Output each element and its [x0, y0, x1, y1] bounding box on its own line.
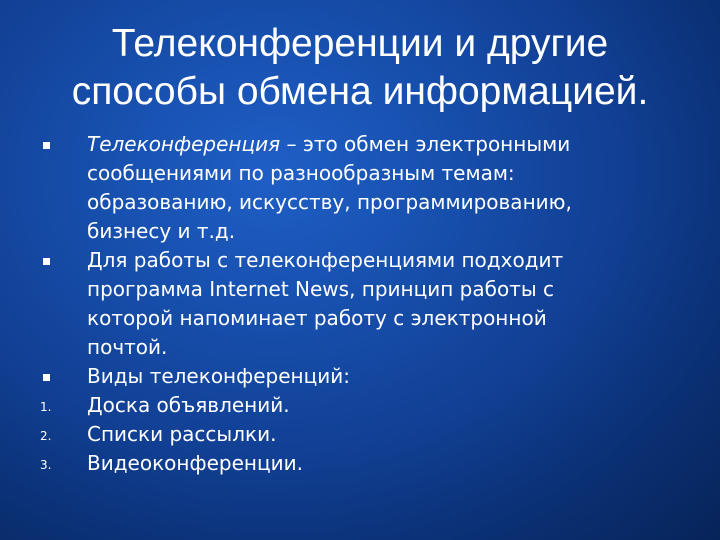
numbered-item-1 [0, 391, 667, 420]
definition-line-1: – это обмен электронными [280, 132, 571, 156]
bullet-item-types-heading [0, 362, 667, 391]
square-bullet-icon [40, 130, 70, 159]
term-teleconference: Телеконференция [87, 132, 281, 156]
square-bullet-icon [40, 362, 70, 391]
internet-news-line-4: почтой. [87, 335, 168, 359]
definition-line-4: бизнесу и т.д. [87, 219, 236, 243]
internet-news-line-1: Для работы с телеконференциями подходит [87, 248, 564, 272]
internet-news-line-3: которой напоминает работу с электронной [87, 306, 547, 330]
numbered-item-2-text: Списки рассылки. [87, 422, 277, 446]
number-marker-2: 2. [40, 429, 52, 443]
internet-news-line-2: программа Internet News, принцип работы с [87, 277, 554, 301]
title-line-1: Телеконференции и другие [111, 22, 609, 65]
title-line-2: способы обмена информацией. [71, 70, 649, 113]
slide-title [40, 20, 680, 116]
bullet-item-internet-news [0, 246, 667, 362]
numbered-item-1-text: Доска объявлений. [87, 393, 290, 417]
numbered-item-2 [0, 420, 667, 449]
square-bullet-icon [40, 246, 70, 275]
numbered-item-3 [0, 449, 667, 478]
types-heading-text: Виды телеконференций: [87, 364, 350, 388]
numbered-item-3-text: Видеоконференции. [87, 451, 303, 475]
definition-line-3: образованию, искусству, программированию, [87, 190, 572, 214]
number-marker-3: 3. [40, 458, 52, 472]
definition-line-2: сообщениями по разнообразным темам: [87, 161, 515, 185]
number-marker-1: 1. [40, 400, 52, 414]
bullet-item-teleconference-definition [0, 130, 667, 246]
bullet-list [0, 130, 720, 478]
